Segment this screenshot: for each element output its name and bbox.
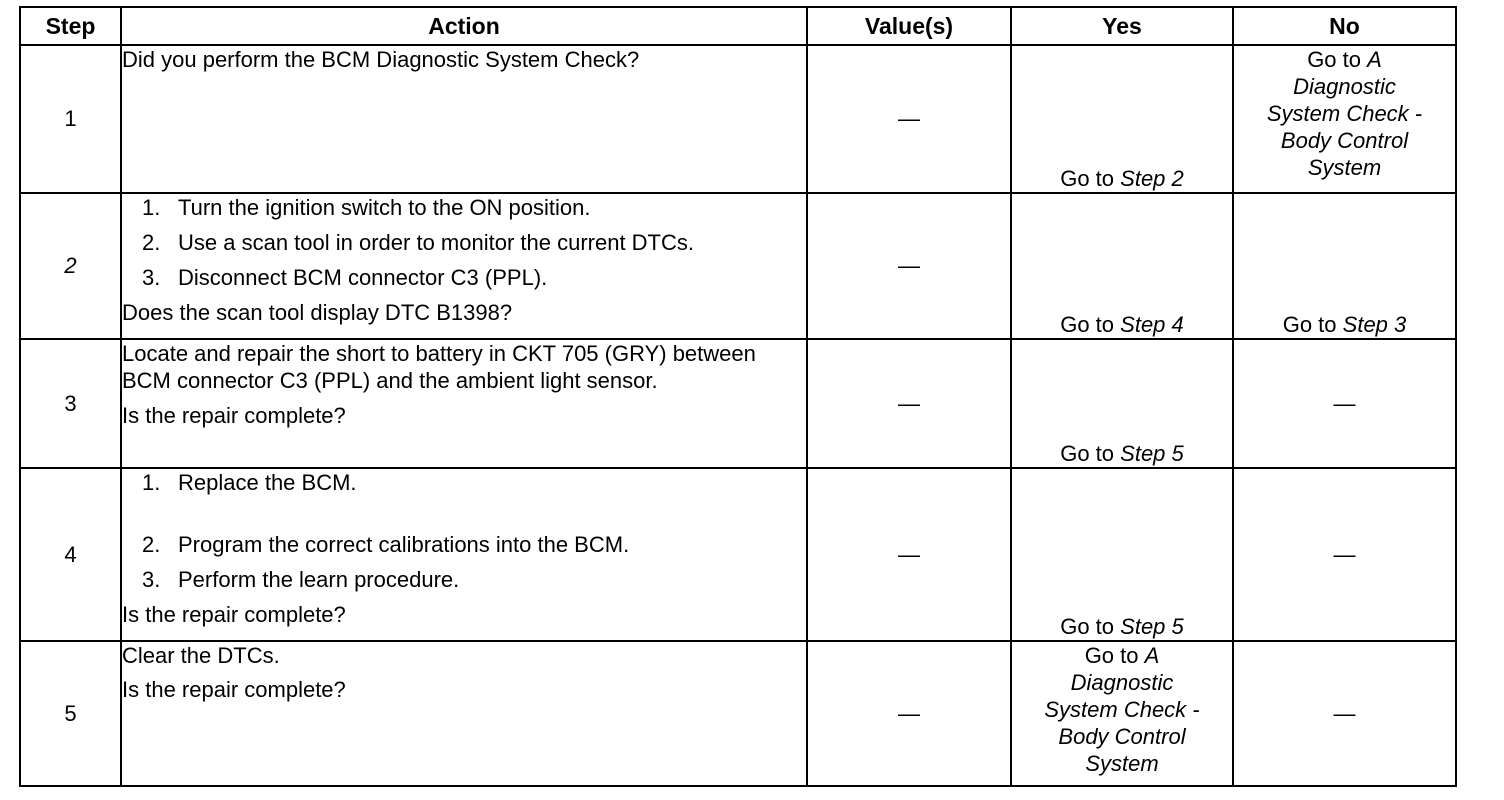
question-text: Is the repair complete? — [122, 602, 346, 627]
header-step: Step — [20, 7, 121, 45]
question-text: Does the scan tool display DTC B1398? — [122, 300, 513, 325]
value-cell: — — [807, 45, 1011, 193]
action-cell — [121, 45, 807, 193]
yes-ref-line[interactable]: System — [1085, 751, 1159, 776]
step-list — [122, 194, 806, 291]
action-cell — [121, 468, 807, 641]
yes-cell — [1011, 193, 1233, 339]
header-row — [20, 7, 1456, 45]
step-number: 4 — [20, 468, 121, 641]
table-row — [20, 641, 1456, 786]
no-prefix: Go to — [1282, 312, 1337, 337]
no-ref-line[interactable]: System — [1307, 155, 1382, 180]
action-text: Did you perform the BCM Diagnostic System Check? — [122, 47, 640, 72]
question-text: Is the repair complete? — [122, 677, 346, 702]
step-number: 2 — [20, 193, 121, 339]
no-cell: — — [1233, 468, 1456, 641]
yes-cell — [1011, 641, 1233, 786]
yes-ref-line[interactable]: System Check - — [1044, 697, 1200, 722]
value-cell: — — [807, 193, 1011, 339]
list-item: 2. Use a scan tool in order to monitor the current DTCs. — [142, 230, 694, 255]
header-action: Action — [121, 7, 807, 45]
value-cell: — — [807, 468, 1011, 641]
yes-step-link[interactable]: Step 5 — [1120, 614, 1184, 639]
yes-step-link[interactable]: Step 5 — [1120, 441, 1184, 466]
list-item: 2. Program the correct calibrations into the BCM. — [142, 532, 630, 557]
list-item: 3. Disconnect BCM connector C3 (PPL). — [142, 265, 548, 290]
no-prefix: Go to — [1307, 47, 1361, 72]
action-cell — [121, 641, 807, 786]
action-text: Locate and repair the short to battery in CKT 705 (GRY) between BCM connector C3 (PPL) and the ambient light sensor. — [122, 341, 756, 393]
step-number: 3 — [20, 339, 121, 468]
list-item: 3. Perform the learn procedure. — [142, 567, 460, 592]
table-row — [20, 45, 1456, 193]
step-number: 1 — [20, 45, 121, 193]
table-row — [20, 339, 1456, 468]
no-cell: — — [1233, 641, 1456, 786]
yes-cell — [1011, 468, 1233, 641]
no-ref-line[interactable]: System Check - — [1266, 101, 1423, 126]
action-cell — [121, 193, 807, 339]
yes-ref-line[interactable]: Body Control — [1058, 724, 1186, 749]
yes-prefix: Go to — [1060, 166, 1115, 191]
no-ref-line[interactable]: Body Control — [1280, 128, 1409, 153]
no-cell: — — [1233, 339, 1456, 468]
header-values: Value(s) — [807, 7, 1011, 45]
no-step-link[interactable]: Step 3 — [1342, 312, 1407, 337]
yes-step-link[interactable]: Step 2 — [1120, 166, 1184, 191]
step-list — [122, 469, 806, 593]
yes-prefix: Go to — [1084, 643, 1139, 668]
yes-ref-line[interactable]: Diagnostic — [1070, 670, 1174, 695]
question-text: Is the repair complete? — [122, 403, 346, 428]
value-cell: — — [807, 641, 1011, 786]
yes-cell — [1011, 45, 1233, 193]
list-item: 1. Turn the ignition switch to the ON position. — [142, 195, 591, 220]
no-ref-line[interactable]: Diagnostic — [1293, 74, 1396, 99]
yes-ref-line[interactable]: A — [1144, 643, 1160, 668]
action-text: Clear the DTCs. — [122, 643, 280, 668]
yes-step-link[interactable]: Step 4 — [1120, 312, 1184, 337]
yes-prefix: Go to — [1060, 614, 1115, 639]
header-no: No — [1233, 7, 1456, 45]
table-row — [20, 468, 1456, 641]
value-cell: — — [807, 339, 1011, 468]
yes-prefix: Go to — [1060, 441, 1115, 466]
action-cell — [121, 339, 807, 468]
yes-prefix: Go to — [1060, 312, 1115, 337]
no-cell — [1233, 193, 1456, 339]
no-cell — [1233, 45, 1456, 193]
step-number: 5 — [20, 641, 121, 786]
list-item: 1. Replace the BCM. — [142, 470, 357, 495]
diagnostic-table — [19, 6, 1457, 787]
no-ref-line[interactable]: A — [1367, 47, 1382, 72]
header-yes: Yes — [1011, 7, 1233, 45]
table-row — [20, 193, 1456, 339]
yes-cell — [1011, 339, 1233, 468]
